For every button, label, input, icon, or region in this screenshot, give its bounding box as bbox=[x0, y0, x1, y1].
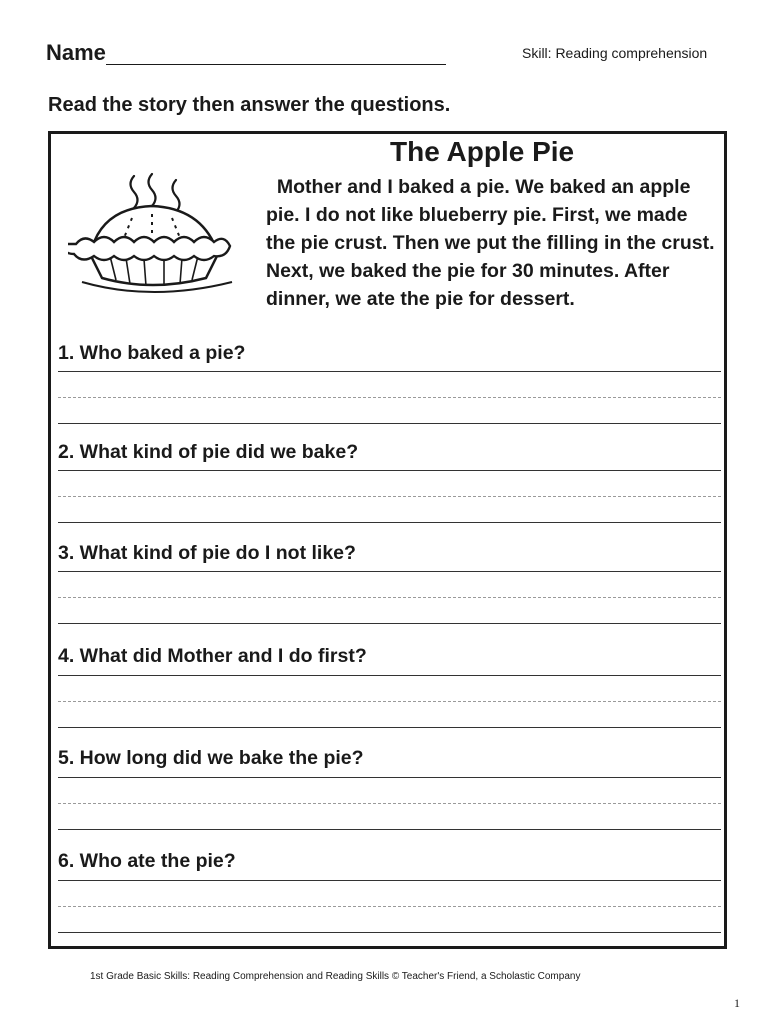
answer-line-mid bbox=[58, 906, 721, 907]
answer-line-bottom[interactable] bbox=[58, 829, 721, 830]
name-input-line[interactable] bbox=[106, 64, 446, 65]
name-label: Name bbox=[46, 40, 106, 65]
answer-line-mid bbox=[58, 701, 721, 702]
answer-line-mid bbox=[58, 803, 721, 804]
instructions: Read the story then answer the questions. bbox=[48, 94, 451, 116]
answer-line-top[interactable] bbox=[58, 371, 721, 372]
question-5: 5. How long did we bake the pie? bbox=[58, 747, 364, 769]
answer-line-top[interactable] bbox=[58, 675, 721, 676]
question-3: 3. What kind of pie do I not like? bbox=[58, 542, 356, 564]
answer-line-mid bbox=[58, 496, 721, 497]
skill-label: Skill: Reading comprehension bbox=[522, 45, 708, 61]
question-4: 4. What did Mother and I do first? bbox=[58, 645, 367, 667]
story-text: Mother and I baked a pie. We baked an apple pie. I do not like blueberry pie. First, we made the pie crust. Then we put the filling in the crust. Next, we baked the pie for 30 minutes. After dinner, we ate the pie for dessert. bbox=[266, 176, 715, 310]
answer-line-bottom[interactable] bbox=[58, 522, 721, 523]
answer-line-bottom[interactable] bbox=[58, 932, 721, 933]
footer-credit: 1st Grade Basic Skills: Reading Comprehension and Reading Skills © Teacher's Friend, a Scholastic Company bbox=[90, 971, 581, 982]
answer-line-bottom[interactable] bbox=[58, 423, 721, 424]
answer-line-bottom[interactable] bbox=[58, 623, 721, 624]
answer-line-bottom[interactable] bbox=[58, 727, 721, 728]
page-number: 1 bbox=[734, 996, 740, 1010]
story-title: The Apple Pie bbox=[390, 136, 575, 167]
answer-line-mid bbox=[58, 397, 721, 398]
question-6: 6. Who ate the pie? bbox=[58, 850, 236, 872]
apple-pie-icon bbox=[68, 170, 236, 298]
answer-line-top[interactable] bbox=[58, 880, 721, 881]
answer-line-top[interactable] bbox=[58, 777, 721, 778]
answer-line-top[interactable] bbox=[58, 470, 721, 471]
answer-line-top[interactable] bbox=[58, 571, 721, 572]
answer-line-mid bbox=[58, 597, 721, 598]
question-2: 2. What kind of pie did we bake? bbox=[58, 441, 359, 463]
question-1: 1. Who baked a pie? bbox=[58, 342, 246, 364]
